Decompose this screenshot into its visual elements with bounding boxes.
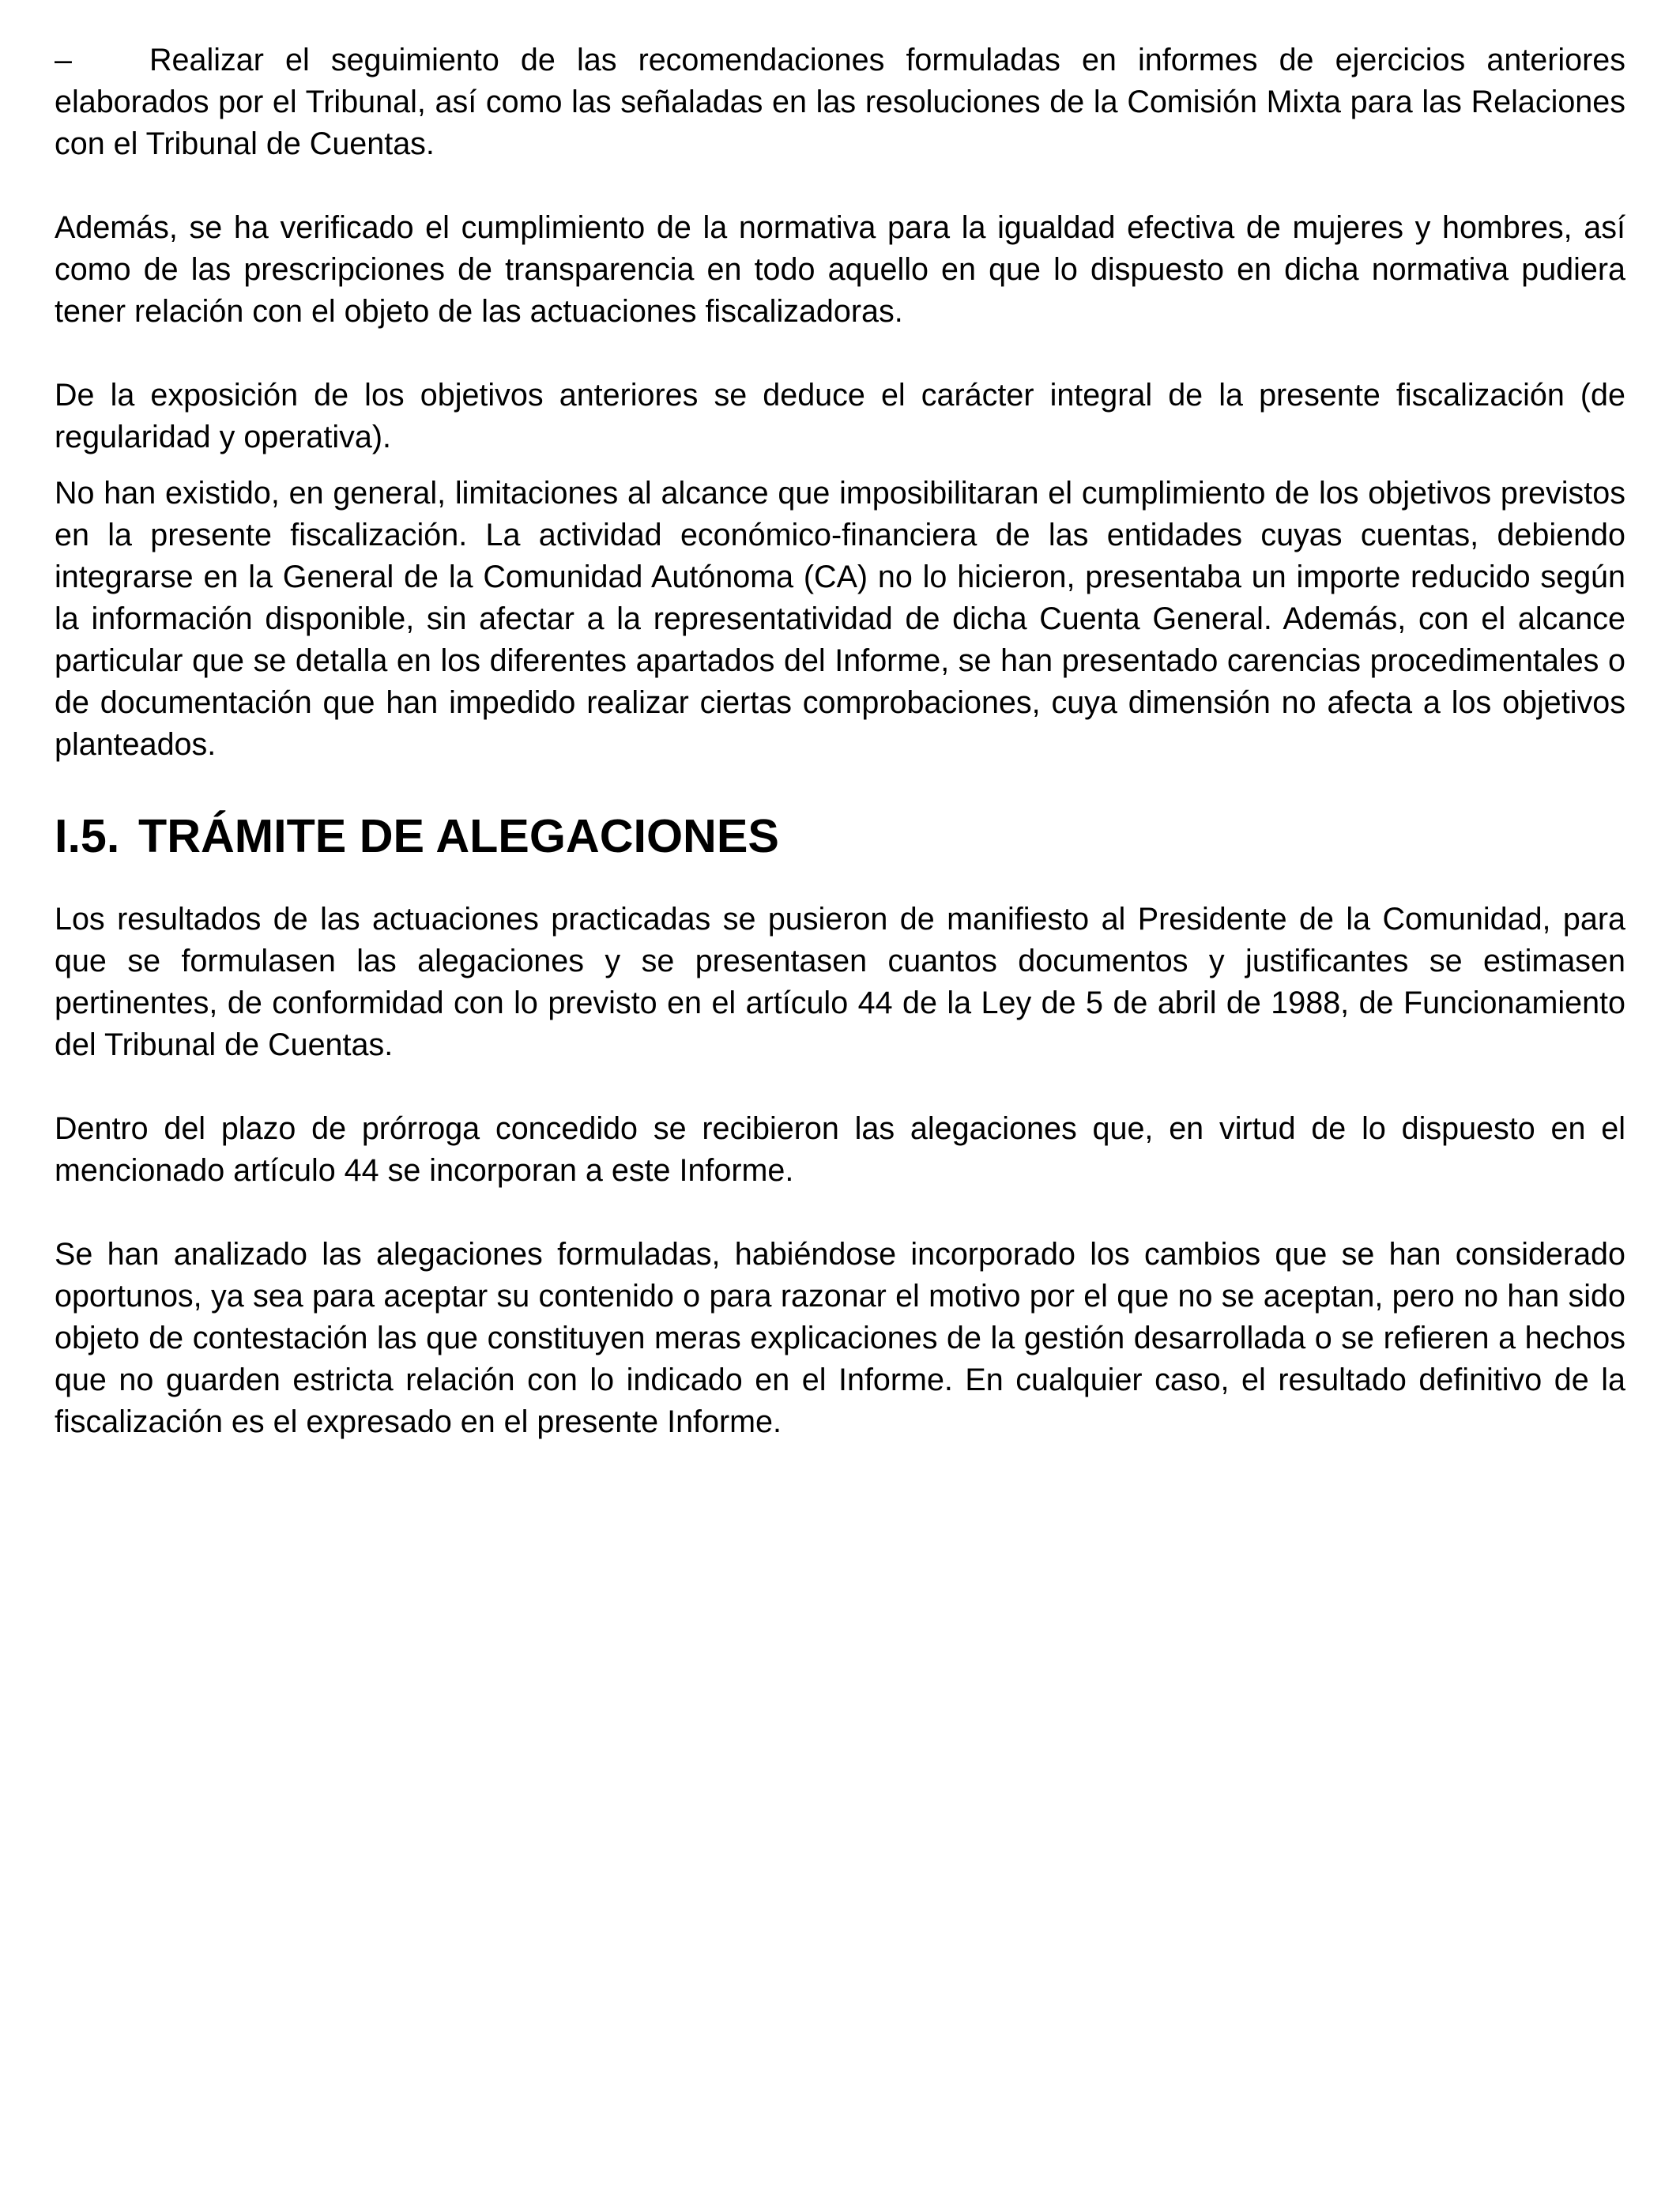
section-number: I.5.: [55, 809, 120, 862]
paragraph-caracter-integral: De la exposición de los objetivos anteriores se deduce el carácter integral de la presente fiscalización (de regularidad y operativa).: [55, 378, 1625, 454]
paragraph-analisis-alegaciones: Se han analizado las alegaciones formuladas, habiéndose incorporado los cambios que se han considerado oportunos, ya sea para aceptar su contenido o para razonar el motivo por el que no se aceptan, pero no han sido objeto de contestación las que constituyen meras explicaciones de la gestión desarrollada o se refieren a hechos que no guarden estricta relación con lo indicado en el Informe. En cualquier caso, el resultado definitivo de la fiscalización es el expresado en el presente Informe.: [55, 1237, 1625, 1439]
bullet-dash: –: [55, 43, 72, 77]
bullet-text: Realizar el seguimiento de las recomendaciones formuladas en informes de ejercicios anteriores elaborados por el Tribunal, así como las señaladas en las resoluciones de la Comisión Mixta para las Relaciones con el Tribunal de Cuentas.: [55, 43, 1625, 161]
paragraph-plazo-prorroga: Dentro del plazo de prórroga concedido se recibieron las alegaciones que, en virtud de lo dispuesto en el mencionado artículo 44 se incorporan a este Informe.: [55, 1111, 1625, 1188]
bullet-item: [55, 40, 1625, 165]
paragraph-igualdad: Además, se ha verificado el cumplimiento de la normativa para la igualdad efectiva de mujeres y hombres, así como de las prescripciones de transparencia en todo aquello en que lo dispuesto en dicha normativa pudiera tener relación con el objeto de las actuaciones fiscalizadoras.: [55, 210, 1625, 329]
paragraph-resultados: Los resultados de las actuaciones practicadas se pusieron de manifiesto al Presidente de la Comunidad, para que se formulasen las alegaciones y se presentasen cuantos documentos y justificantes se estimasen pertinentes, de conformidad con lo previsto en el artículo 44 de la Ley de 5 de abril de 1988, de Funcionamiento del Tribunal de Cuentas.: [55, 902, 1625, 1062]
document-page: [55, 40, 1625, 1443]
section-heading: [55, 809, 1625, 862]
section-title: TRÁMITE DE ALEGACIONES: [138, 809, 779, 862]
paragraph-limitaciones: No han existido, en general, limitaciones al alcance que imposibilitaran el cumplimiento de los objetivos previstos en la presente fiscalización. La actividad económico-financiera de las entidades cuyas cuentas, debiendo integrarse en la General de la Comunidad Autónoma (CA) no lo hicieron, presentaba un importe reducido según la información disponible, sin afectar a la representatividad de dicha Cuenta General. Además, con el alcance particular que se detalla en los diferentes apartados del Informe, se han presentado carencias procedimentales o de documentación que han impedido realizar ciertas comprobaciones, cuya dimensión no afecta a los objetivos planteados.: [55, 476, 1625, 762]
